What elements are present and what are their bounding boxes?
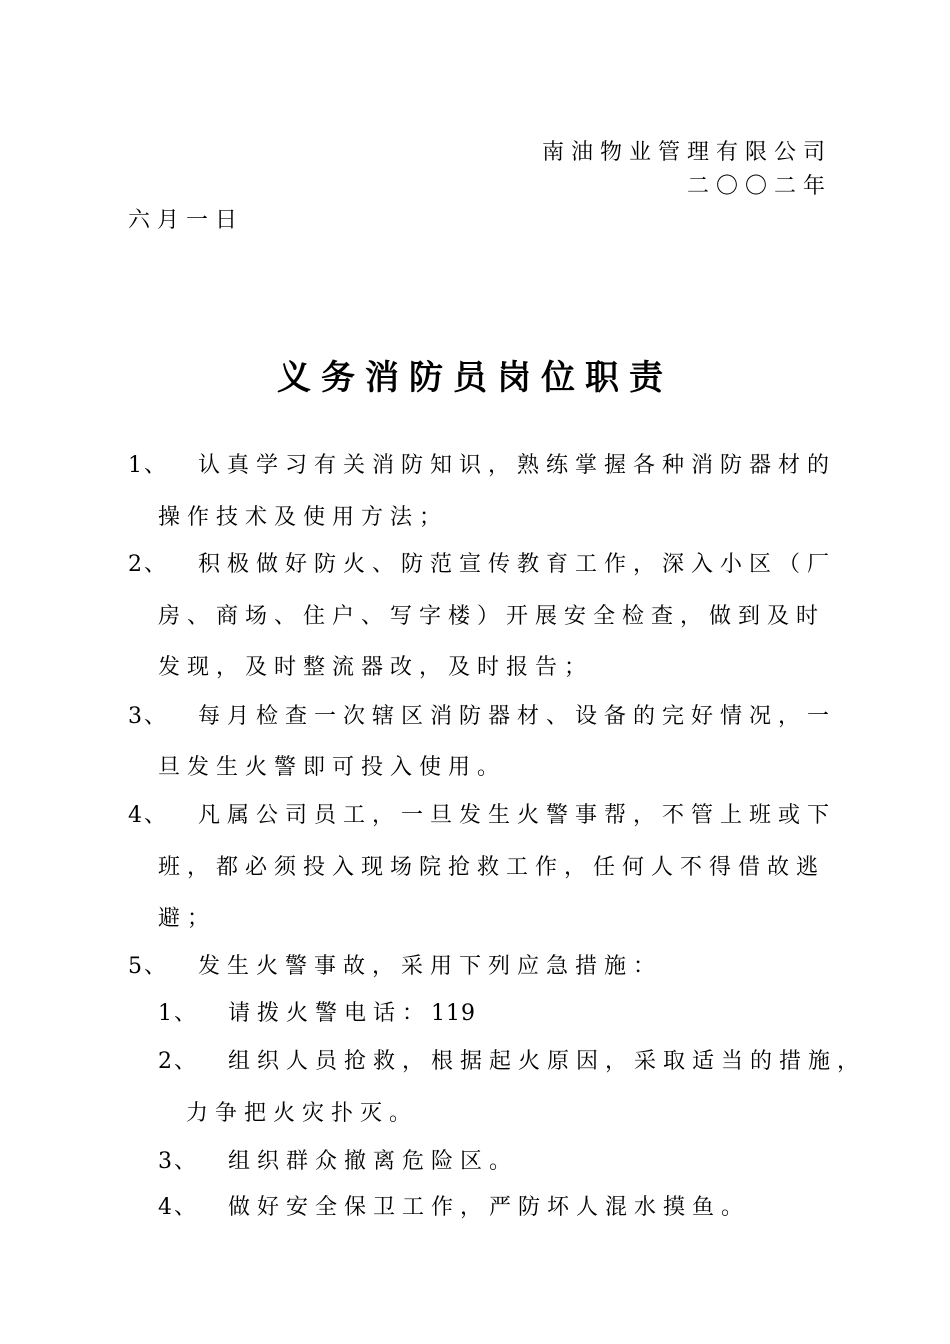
list-item-3 <box>128 704 836 730</box>
item-number: 1、 <box>128 453 168 478</box>
item-text: 每月检查一次辖区消防器材、设备的完好情况，一 <box>198 704 837 729</box>
sub-item-2 <box>158 1049 866 1075</box>
fire-phone-number: 119 <box>431 1001 477 1026</box>
sub-item-number: 3、 <box>158 1149 198 1174</box>
item-number: 5、 <box>128 954 168 979</box>
item-number: 4、 <box>128 803 168 828</box>
document-year: 二〇〇二年 <box>686 174 832 199</box>
item-4-continuation-1: 班，都必须投入现场院抢救工作，任何人不得借故逃 <box>158 855 826 880</box>
item-number: 3、 <box>128 704 168 729</box>
item-2-continuation-2: 发现，及时整流器改，及时报告； <box>158 655 594 680</box>
item-text: 认真学习有关消防知识，熟练掌握各种消防器材的 <box>198 453 837 478</box>
list-item-2 <box>128 552 836 578</box>
company-name: 南油物业管理有限公司 <box>541 140 832 165</box>
item-4-continuation-2: 避； <box>158 906 217 931</box>
item-text: 凡属公司员工，一旦发生火警事帮，不管上班或下 <box>198 803 837 828</box>
sub-item-2-continuation: 力争把火灾扑灭。 <box>186 1101 419 1126</box>
item-2-continuation-1: 房、商场、住户、写字楼）开展安全检查，做到及时 <box>158 604 826 629</box>
item-number: 2、 <box>128 552 168 577</box>
sub-item-number: 1、 <box>158 1001 198 1026</box>
sub-item-number: 4、 <box>158 1195 198 1220</box>
list-item-5 <box>128 954 662 980</box>
sub-item-text: 组织群众撤离危险区。 <box>228 1149 519 1174</box>
item-1-continuation: 操作技术及使用方法； <box>158 505 449 530</box>
sub-item-text: 请拨火警电话： <box>228 1001 432 1026</box>
sub-item-4 <box>158 1195 750 1221</box>
list-item-1 <box>128 453 836 479</box>
item-3-continuation: 旦发生火警即可投入使用。 <box>158 755 507 780</box>
page-title: 义务消防员岗位职责 <box>277 358 673 398</box>
item-text: 积极做好防火、防范宣传教育工作，深入小区（厂 <box>198 552 837 577</box>
sub-item-text: 组织人员抢救，根据起火原因，采取适当的措施， <box>228 1049 867 1074</box>
document-date: 六月一日 <box>128 208 245 233</box>
list-item-4 <box>128 803 836 829</box>
sub-item-text: 做好安全保卫工作，严防坏人混水摸鱼。 <box>228 1195 751 1220</box>
sub-item-number: 2、 <box>158 1049 198 1074</box>
sub-item-1 <box>158 1001 476 1027</box>
sub-item-3 <box>158 1149 518 1175</box>
item-text: 发生火警事故，采用下列应急措施： <box>198 954 663 979</box>
